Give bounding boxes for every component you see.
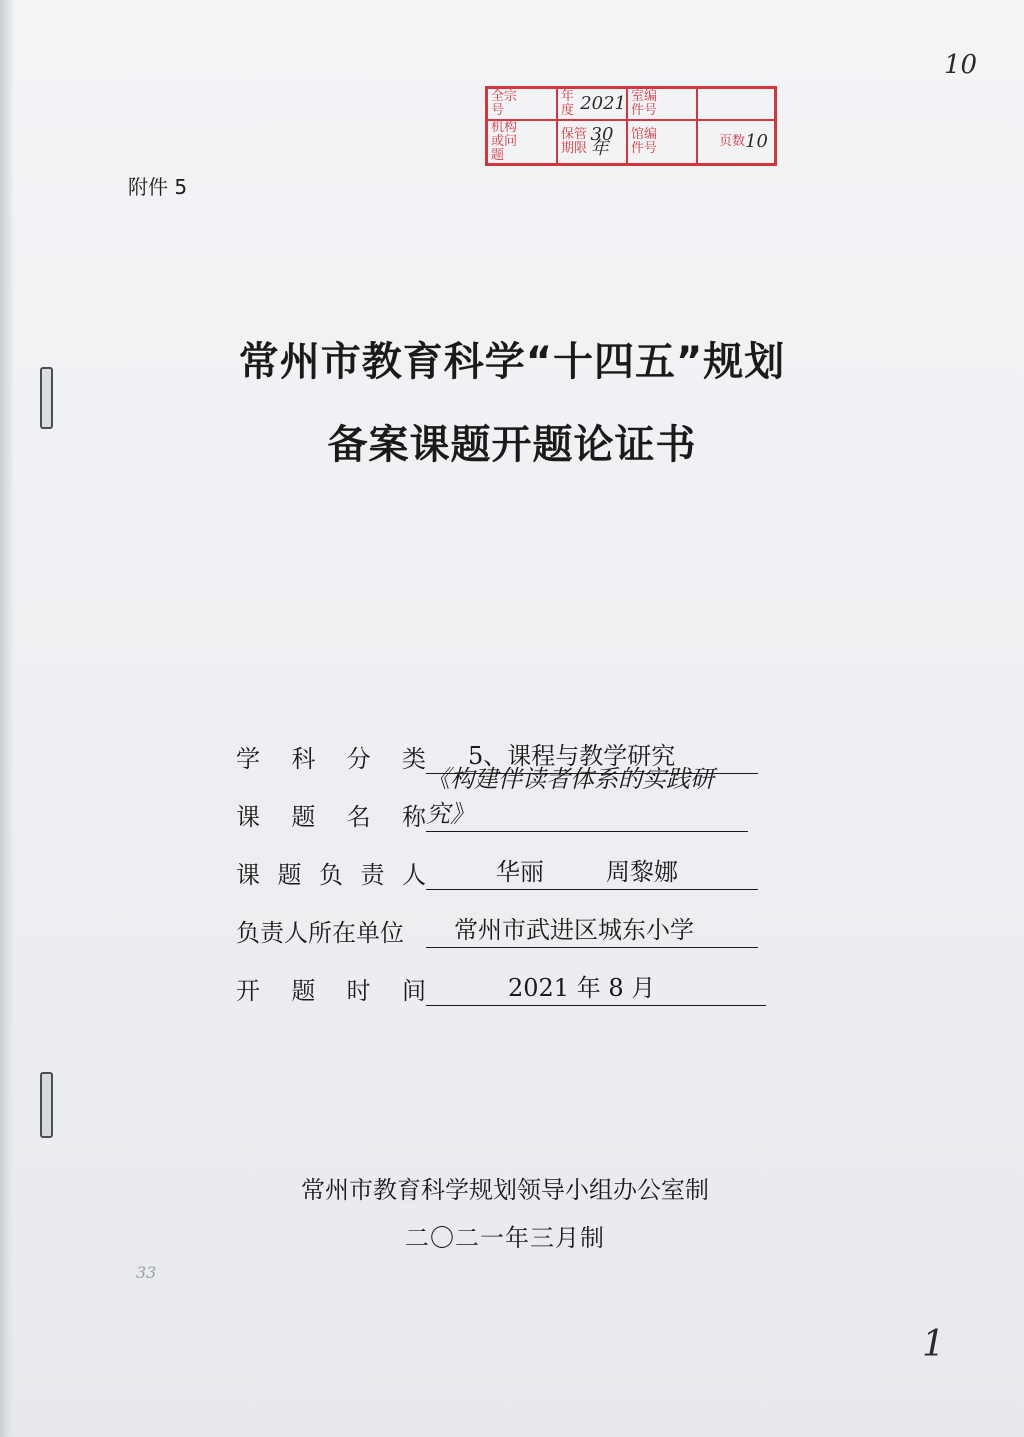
leader-1-name: 华丽 [496,858,544,886]
leader-2-name: 周黎娜 [606,858,678,886]
topic-name-label [236,797,426,832]
stamp-cell-blank-top [698,89,774,121]
stamp-pages-label: 页数 [719,134,746,149]
stamp-cell-archive [628,121,698,163]
label-char: 题 [277,861,302,889]
label-char: 题 [291,977,316,1005]
handwritten-page-number-top: 10 [944,50,978,80]
stamp-archive-label: 馆编件号 [631,127,658,156]
made-date-line: 二〇二一年三月制 [405,1224,605,1252]
stamp-quanzong-label: 全宗号 [491,89,518,118]
label-char: 学 [236,745,260,773]
leader-label [236,855,426,890]
stamp-room-label: 室编件号 [631,89,658,118]
stamp-pages-value: 10 [745,131,768,152]
stamp-year-label: 年度 [561,89,575,118]
form-row-time [236,968,766,1006]
label-char: 时 [346,977,371,1005]
form-row-topic-name [236,765,766,832]
label-char: 人 [402,861,426,889]
faint-handwritten-mark: 33 [136,1263,157,1282]
time-value: 2021 年 8 月 [426,972,766,1006]
label-char: 课 [236,861,260,889]
label-char: 分 [346,745,371,773]
label-char: 间 [401,977,426,1005]
stamp-cell-pages [698,121,774,163]
label-char: 课 [236,803,260,831]
label-char: 负 [319,861,343,889]
unit-value: 常州市武进区城东小学 [426,914,758,948]
label-char: 科 [291,745,316,773]
stamp-cell-org [488,121,558,163]
label-char: 责 [360,861,385,889]
subject-label [236,739,426,774]
stamp-cell-quanzong [488,89,558,121]
stamp-cell-retention [558,121,628,163]
stamp-retention-label: 保管期限 [561,127,588,156]
label-char: 名 [346,803,371,831]
leader-value [426,856,758,890]
stamp-retention-value: 30年 [590,124,614,159]
stamp-cell-year [558,89,628,121]
stamp-org-label: 机构或问题 [491,120,518,163]
handwritten-page-number-bottom: 1 [922,1324,945,1365]
label-char: 称 [401,803,426,831]
staple-bottom [40,1072,53,1138]
stamp-year-value: 2021 [580,93,626,114]
unit-label: 负责人所在单位 [236,919,404,947]
time-label [236,971,426,1006]
stamp-cell-room [628,89,698,121]
document-title-line-2: 备案课题开题论证书 [327,422,697,468]
attachment-label: 附件 5 [128,175,188,199]
form-row-unit [236,910,766,948]
issuer-line: 常州市教育科学规划领导小组办公室制 [301,1176,709,1204]
topic-name-value: 《构建伴读者体系的实践研究》 [426,798,748,832]
label-char: 类 [401,745,426,773]
label-char: 题 [291,803,316,831]
label-char: 开 [236,977,260,1005]
cover-form [236,736,766,1026]
archive-stamp [485,86,777,166]
form-row-leader [236,852,766,890]
document-title-line-1: 常州市教育科学“十四五”规划 [238,339,786,385]
subject-value: 5、课程与教学研究 [426,740,758,774]
